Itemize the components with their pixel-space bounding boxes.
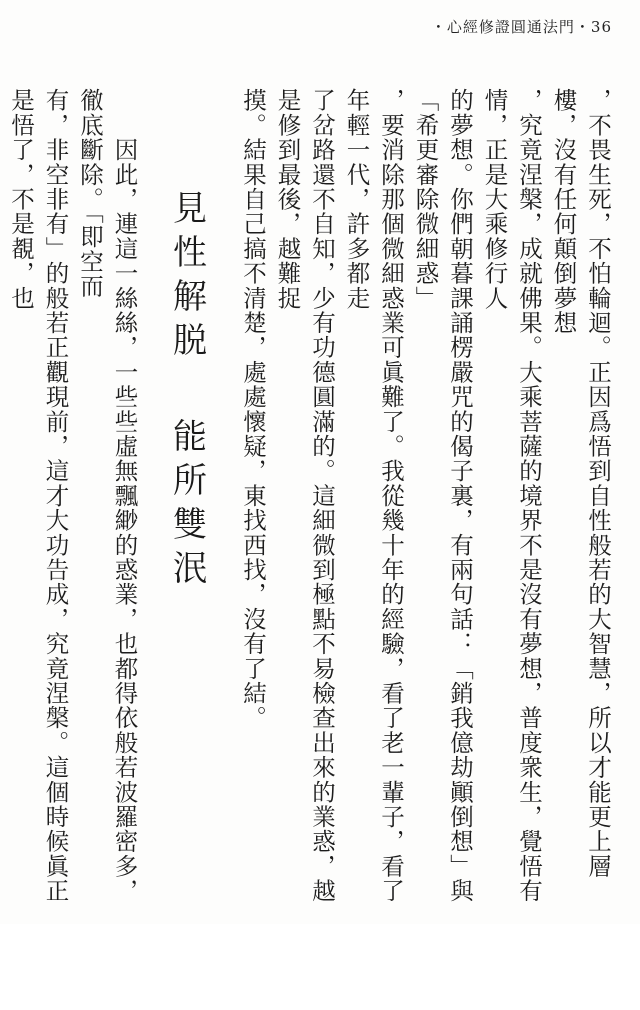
text-line: 了岔路還不自知，少有功德圓滿的。這細微到極點不易檢查出來的業惑，越是修到最後，越難捉	[273, 88, 336, 904]
text-line: 的夢想。你們朝暮課誦楞嚴咒的偈子裏，有兩句話：「銷我億劫顚倒想」與「希更審除微細惑」	[411, 88, 474, 904]
section-heading	[160, 88, 214, 1010]
text-line: ，要消除那個微細惑業可眞難了。我從幾十年的經驗，看了老一輩子，看了年輕一代，許多都走	[342, 88, 405, 904]
text-columns	[7, 88, 615, 908]
text-line: 摸。結果自己搞不清楚，處處懷疑，東找西找，沒有了結。	[239, 88, 267, 731]
section-heading-part1: 見性解脱	[166, 190, 207, 366]
text-line: ，究竟涅槃，成就佛果。大乘菩薩的境界不是沒有夢想，普度衆生，覺悟有情，正是大乘修行人	[480, 88, 543, 904]
section-heading-part2: 能所雙泯	[166, 418, 207, 594]
text-line: ，不畏生死，不怕輪迴。正因爲悟到自性般若的大智慧，所以才能更上層樓，沒有任何顛倒夢想	[549, 88, 612, 879]
text-line: 有，非空非有」的般若正觀現前，這才大功告成，究竟涅槃。這個時候眞正是悟了，不是覩，也	[7, 88, 70, 904]
running-head: ・心經修證圓通法門・36	[430, 18, 612, 36]
text-line: 因此，連這一絲絲，一些些虛無飄緲的惑業，也都得依般若波羅密多，徹底斷除。「即空而	[76, 88, 139, 904]
